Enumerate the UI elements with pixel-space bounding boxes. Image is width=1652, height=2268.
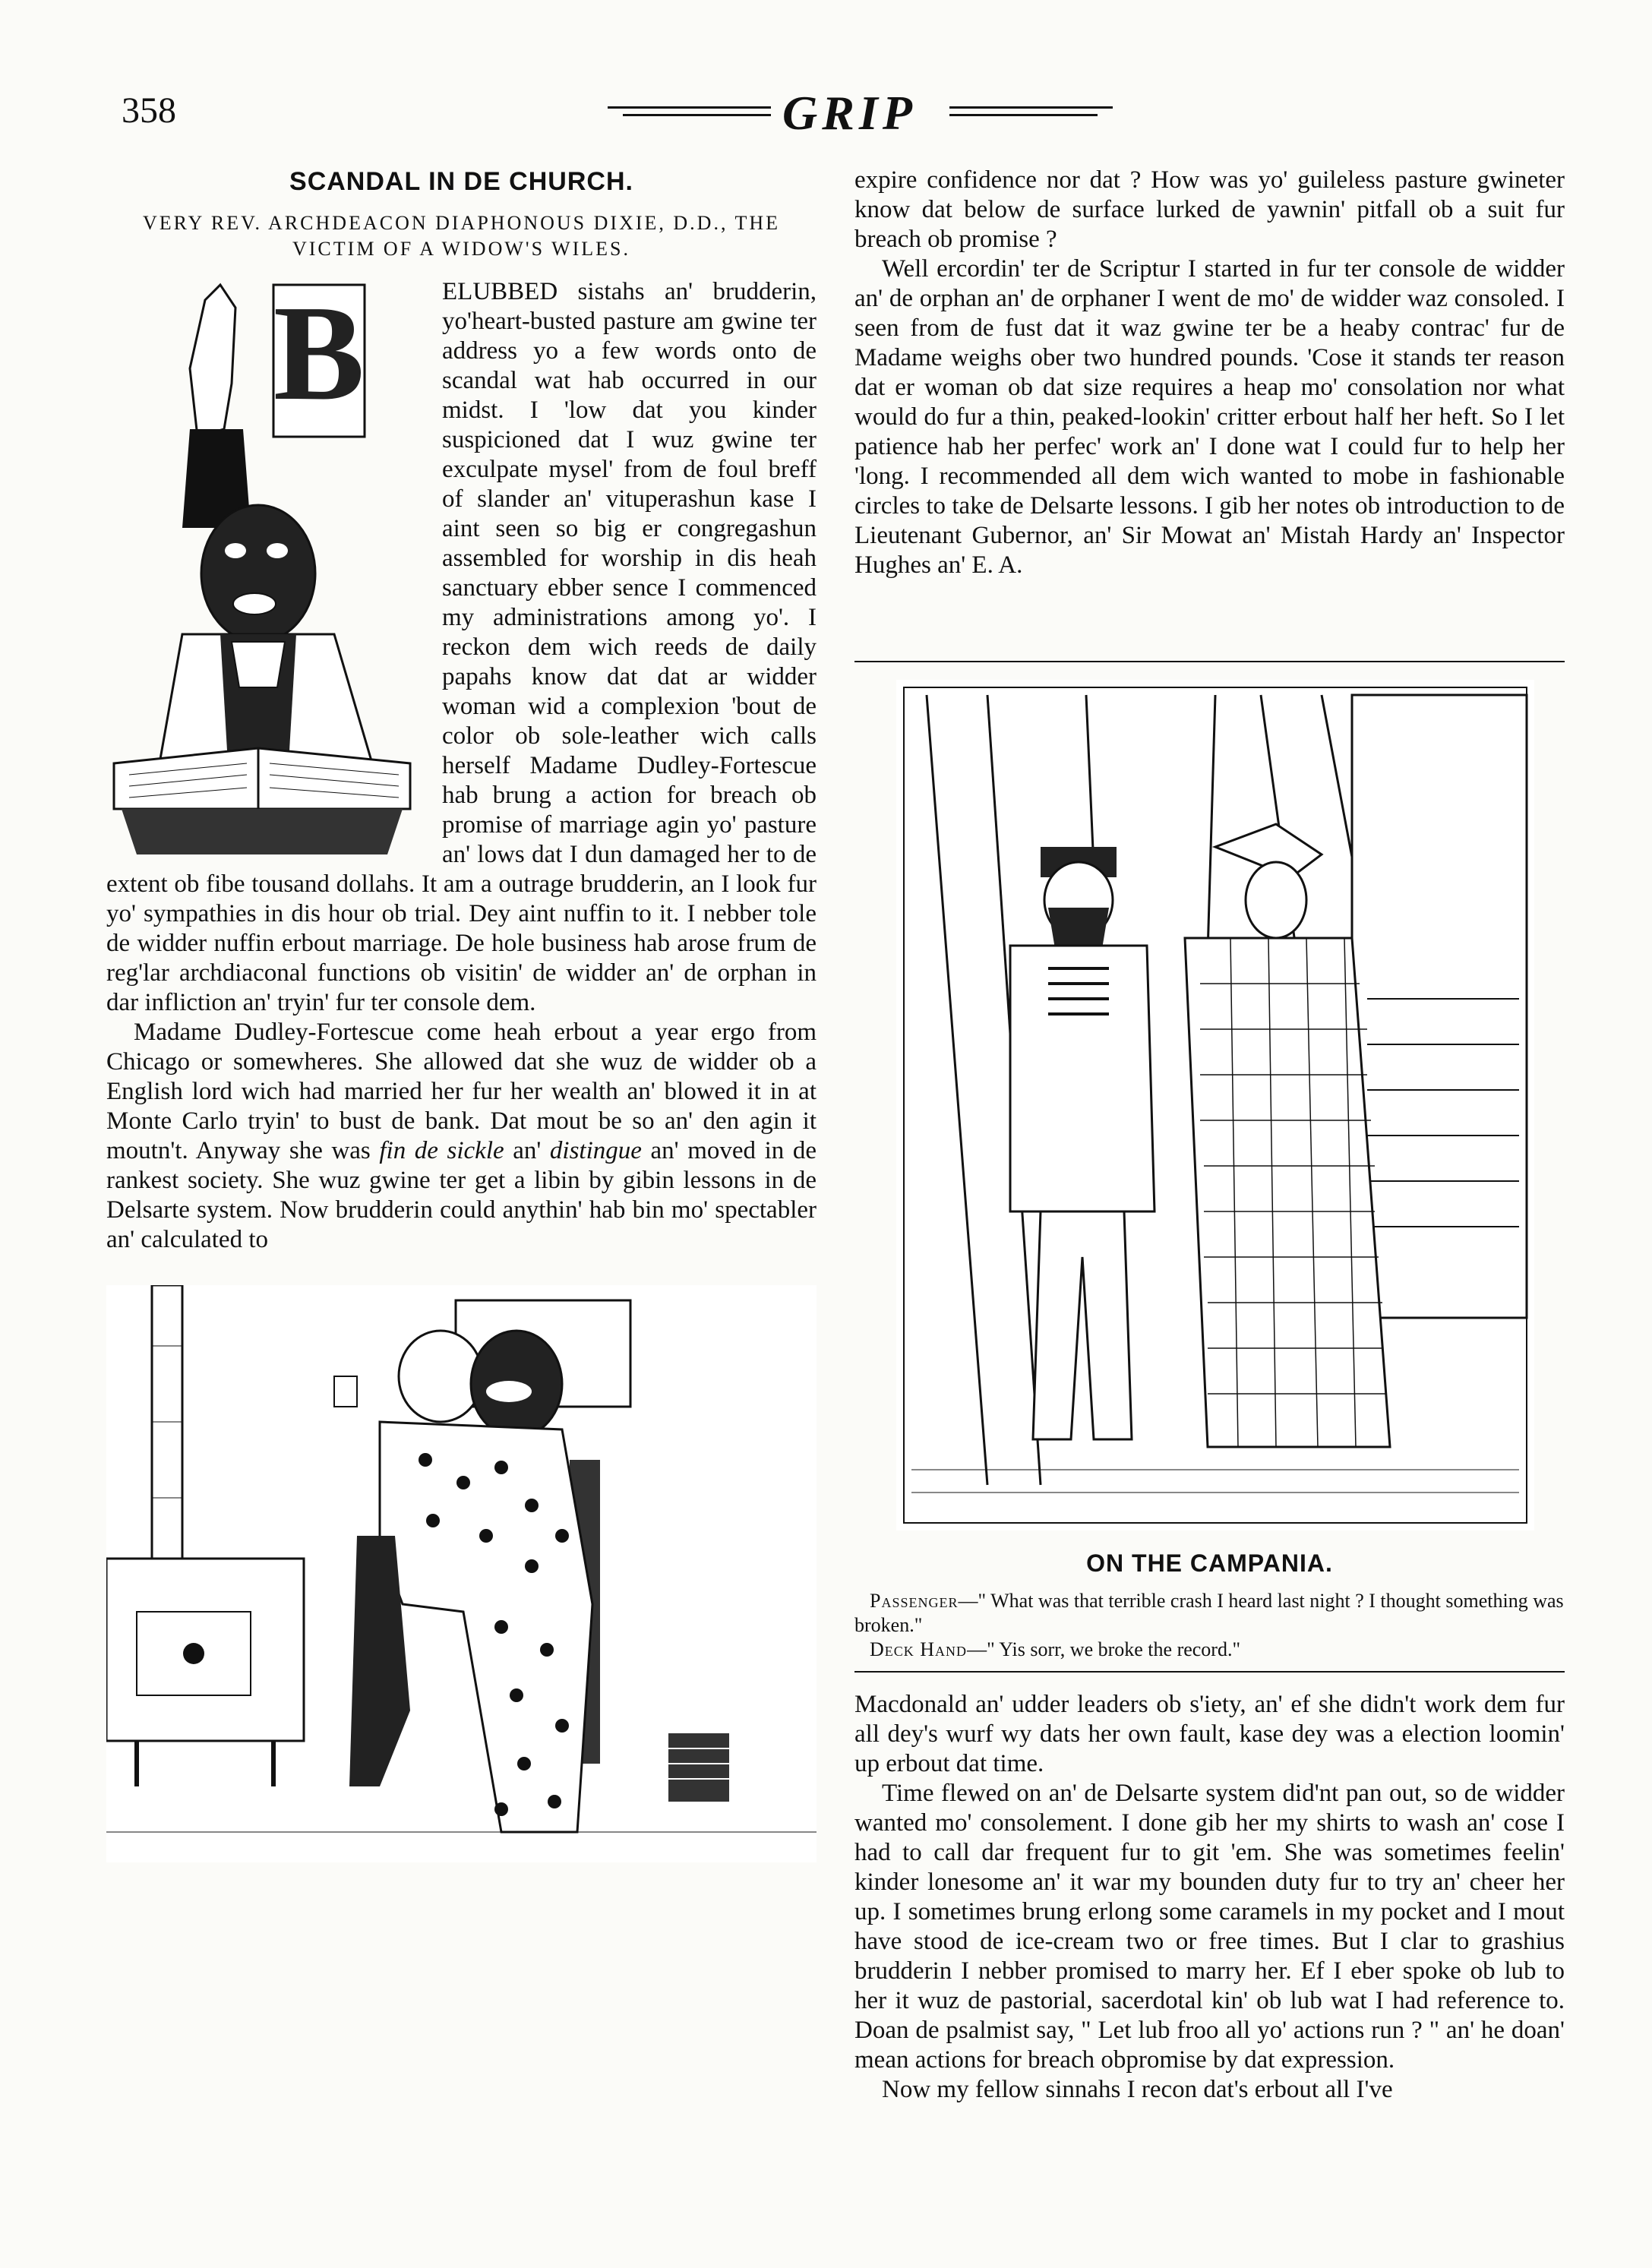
article-col2-para4: Time flewed on an' de Delsarte system did'nt pan out, so de widder wanted mo' consolement. I done gib her my shirts to wash an' cose I had to call dar frequent fur to git 'em. She was sometimes feelin' kinder lonesome an' it war my bounden duty fur to try an' cheer her up. I sometimes brung erlong some caramels in my pocket and I mout have stood de ice-cream two or free times. But I clar to grashius brudderin I nebber promised to marry her. Ef I eber spoke ob lub to her it wuz de pastorial, sacerdotal kin' ob lub wat I had reference to. Doan de psalmist say, " Let lub froo all yo' actions run ? " an' he doan' mean actions for breach obpromise by dat expression. [854, 1780, 1565, 2074]
article-headline: SCANDAL IN DE CHURCH. [289, 167, 633, 196]
campania-cartoon-illustration [896, 680, 1534, 1530]
masthead [592, 85, 1124, 138]
article-subhead-2: VICTIM OF A WIDOW'S WILES. [292, 238, 630, 260]
article-col2-para1: expire confidence nor dat ? How was yo' guileless pasture gwineter know dat below de surface lurked de yawnin' pitfall ob a suit fur breach ob promise ? [854, 166, 1565, 253]
right-column-lower [854, 1690, 1565, 2105]
campania-caption [854, 1589, 1565, 1662]
article-col2-para3: Macdonald an' udder leaders ob s'iety, an' ef she didn't work dem fur all dey's wurf wy dats her own fault, kase dey was a election loomin' up erbout dat time. [854, 1691, 1565, 1777]
divider-top [854, 661, 1565, 662]
right-column [854, 166, 1565, 580]
divider-bottom [854, 1671, 1565, 1673]
caption-passenger-line: Passenger—" What was that terrible crash I heard last night ? I thought something was broken." [854, 1590, 1564, 1636]
widow-cartoon-illustration [106, 1285, 817, 1862]
article-col2-para5: Now my fellow sinnahs I recon dat's erbout all I've [882, 2076, 1393, 2103]
caption-deckhand-line: Deck Hand—" Yis sorr, we broke the record." [870, 1638, 1241, 1660]
campania-caption-title: ON THE CAMPANIA. [1086, 1549, 1333, 1577]
magazine-title: GRIP [782, 86, 917, 140]
dropcap-letter: B [273, 277, 365, 428]
article-intro: ELUBBED sistahs an' brudderin, yo'heart-busted pasture am gwine ter address yo a few words onto de scandal wat hab occurred in our midst. I 'low dat you kinder suspicioned dat I wuz gwine ter exculpate mysel' from de foul breff of slander an' vituperashun kase I aint seen so big er congregashun assembled for worship in dis heah sanctuary ebber sence I commenced my administrations among yo'. I reckon dem wich reeds de daily papahs know dat dat ar widder woman wid a complexion 'bout de color ob sole-leather wich calls herself Madame Dudley-Fortescue hab brung a action for breach ob promise of marriage agin yo' pasture an' lows dat I dun damaged her to de extent ob fibe tousand dollahs. It am a outrage brudderin, an I look fur yo' sympathies in dis hour ob trial. Dey aint nuffin to it. I nebber tole de widder nuffin erbout marriage. De hole business hab arose frum de reg'lar archdiaconal functions ob visitin' de widder an' de orphan in dar infliction an' tryin' fur ter console dem. [106, 278, 817, 1016]
article-col2-para2: Well ercordin' ter de Scriptur I started in fur ter console de widder an' de orphan an' de orphaner I went de mo' de widder waz consoled. I seen from de fust dat it waz gwine ter be a heaby contrac' fur de Madame weighs ober two hundred pounds. 'Cose it stands ter reason dat er woman ob dat size requires a heap mo' consolation nor what would do fur a thin, peaked-lookin' critter erbout half her heft. So I let patience hab her perfec' work an' I done wat I could fur to help her 'long. I recommended all dem wich wanted to mobe in fashionable circles to take de Delsarte lessons. I gib her notes ob introduction to de Lieutenant Gubernor, an' Sir Mowat an' Mistah Hardy an' Inspector Hughes an' E. A. [854, 255, 1565, 579]
article-para2: Madame Dudley-Fortescue come heah erbout a year ergo from Chicago or somewheres. She allowed dat she wuz de widder ob a English lord wich had married her fur her wealth an' blowed it in at Monte Carlo tryin' to bust de bank. Dat mout be so an' den agin it moutn't. Anyway she was fin de sickle an' distingue an' moved in de rankest society. She wuz gwine ter get a libin by gibin lessons in de Delsarte system. Now brudderin could anythin' hab bin mo' spectabler an' calculated to [106, 1019, 817, 1253]
left-column [106, 167, 817, 1862]
page-number: 358 [122, 90, 176, 131]
article-subhead-1: VERY REV. ARCHDEACON DIAPHONOUS DIXIE, D.D., THE [142, 212, 781, 234]
archdeacon-illustration [91, 277, 433, 862]
article-body-left [106, 277, 817, 1255]
